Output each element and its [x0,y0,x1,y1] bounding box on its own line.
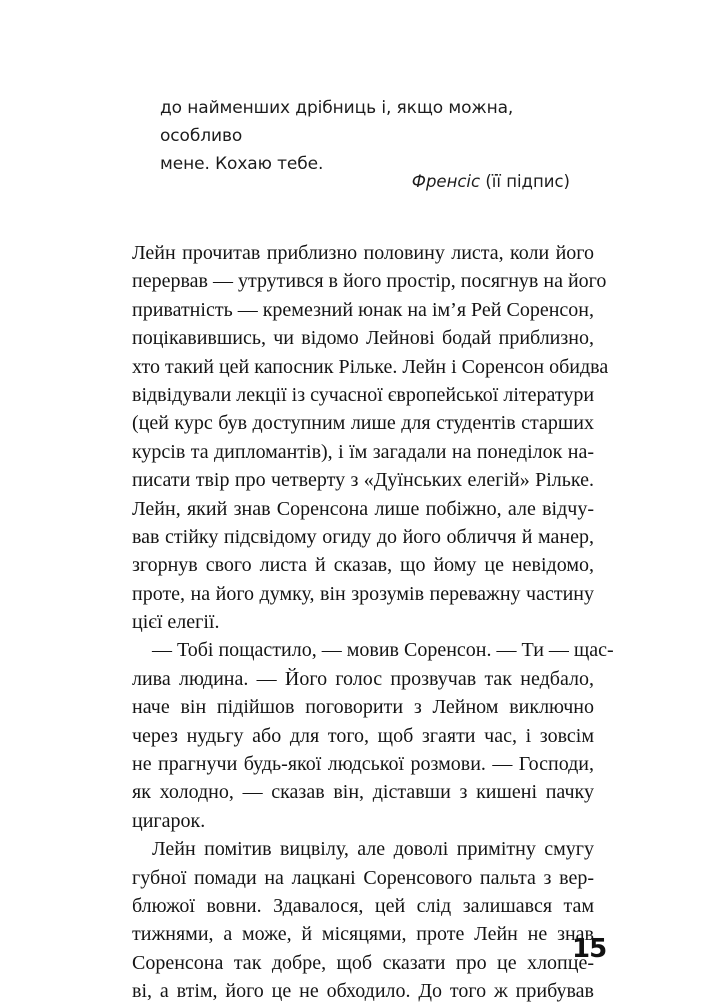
text-line: згорнув свого листа й сказав, що йому це невідомо, [132,554,594,577]
signature-name: Френсіс [411,172,481,191]
text-line: проте, на його думку, він зрозумів переважну частину [132,582,594,605]
letter-line: мене. Кохаю тебе. [160,154,324,174]
text-line: цієї елегії. [132,611,220,634]
page-number: 15 [572,934,607,964]
text-line: перервав — утрутився в його простір, посягнув на його [132,270,607,293]
text-line: цигарок. [132,809,206,832]
letter-line: до найменших дрібниць і, якщо можна, особливо [160,98,514,146]
text-line: відвідували лекції із сучасної європейської літератури [132,383,595,406]
text-line: ві, а втім, його це не обходило. До того ж прибував [132,980,594,1003]
text-line: Соренсона так добре, щоб сказати про це хлопце- [132,951,594,974]
text-line: як холодно, — сказав він, діставши з кишені пачку [132,781,594,804]
body-text [132,239,614,1006]
text-line: поцікавившись, чи відомо Лейнові бодай приблизно, [132,327,594,350]
text-line: не прагнучи будь-якої людської розмови. — Господи, [132,753,594,776]
text-line: Лейн, який знав Соренсона лише побіжно, але відчу- [132,497,594,520]
text-line: наче він підійшов поговорити з Лейном виключно [132,696,594,719]
text-line: хто такий цей капосник Рільке. Лейн і Соренсон обидва [132,355,609,378]
text-line: — Тобі пощастило, — мовив Соренсон. — Ти — щас- [152,639,614,662]
letter-signature [412,168,570,196]
text-line: вав стійку підсвідому огиду до його обличчя й манер, [132,525,594,548]
signature-note: (її підпис) [480,172,570,191]
letter-excerpt [160,94,580,178]
text-line: Лейн помітив вицвілу, але доволі примітну смугу [152,838,594,861]
text-line: приватність — кремезний юнак на ім’я Рей Соренсон, [132,298,594,321]
text-line: через нудьгу або для того, щоб згаяти час, і зовсім [132,724,594,747]
text-line: лива людина. — Його голос прозвучав так недбало, [132,667,594,690]
text-line: писати твір про четверту з «Дуїнських елегій» Рільке. [132,469,594,492]
text-line: (цей курс був доступним лише для студентів старших [132,412,594,435]
text-line: блюжої вовни. Здавалося, цей слід залишався там [132,894,594,917]
text-line: тижнями, а може, й місяцями, проте Лейн не знав [132,923,594,946]
text-line: Лейн прочитав приблизно половину листа, коли його [132,242,594,264]
text-line: курсів та дипломантів), і їм загадали на понеділок на- [132,440,594,463]
text-line: губної помади на лацкані Соренсового пальта з вер- [132,866,594,889]
